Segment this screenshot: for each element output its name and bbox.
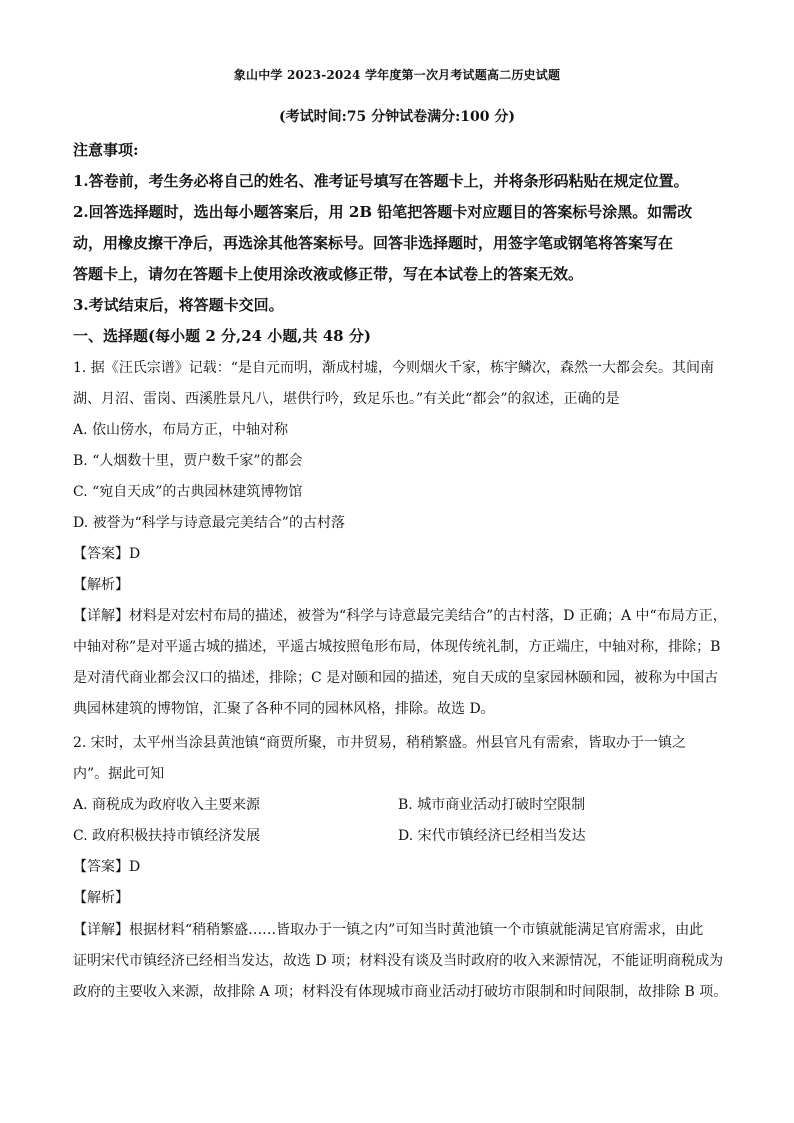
q1-option-d: D. 被誉为“科学与诗意最完美结合”的古村落 — [73, 515, 345, 531]
section-heading: 一、选择题(每小题 2 分,24 小题,共 48 分) — [73, 327, 371, 345]
page-title: 象山中学 2023-2024 学年度第一次月考试题高二历史试题 — [233, 68, 561, 82]
exam-duration-subtitle: (考试时间:75 分钟试卷满分:100 分) — [278, 109, 516, 125]
q2-stem-line-2: 内”。据此可知 — [73, 766, 165, 782]
q1-analysis-label: 【解析】 — [73, 577, 129, 593]
notice-line-2: 2.回答选择题时，选出每小题答案后，用 2B 铅笔把答题卡对应题目的答案标号涂黑。如需改 — [73, 203, 693, 221]
q1-detail-line-3: 是对清代商业都会汉口的描述，排除；C 是对颐和园的描述，宛自天成的皇家园林颐和园，被称为中国古 — [73, 670, 719, 686]
q2-answer: 【答案】D — [73, 859, 141, 875]
notice-line-5: 3.考试结束后，将答题卡交回。 — [73, 296, 284, 314]
q2-analysis-label: 【解析】 — [73, 890, 129, 906]
notice-line-3: 动，用橡皮擦干净后，再选涂其他答案标号。回答非选择题时，用签字笔或钢笔将答案写在 — [73, 234, 674, 252]
q2-option-d: D. 宋代市镇经济已经相当发达 — [398, 828, 586, 844]
q1-answer: 【答案】D — [73, 546, 141, 562]
notice-line-1: 1.答卷前，考生务必将自己的姓名、准考证号填写在答题卡上，并将条形码粘贴在规定位置。 — [73, 172, 689, 190]
q2-detail-line-1: 【详解】根据材料“稍稍繁盛……皆取办于一镇之内”可知当时黄池镇一个市镇就能满足官府需求，由此 — [73, 922, 704, 938]
q1-stem-line-1: 1. 据《汪氏宗谱》记载：“是自元而明，渐成村墟，今则烟火千家，栋宇鳞次，森然一大都会矣。其间南 — [73, 360, 714, 376]
q2-detail-line-2: 证明宋代市镇经济已经相当发达，故选 D 项；材料没有谈及当时政府的收入来源情况，不能证明商税成为 — [73, 953, 724, 969]
q1-option-a: A. 依山傍水，布局方正，中轴对称 — [73, 422, 289, 438]
q1-detail-line-4: 典园林建筑的博物馆，汇聚了各种不同的园林风格，排除。故选 D。 — [73, 701, 495, 717]
q1-detail-line-2: 中轴对称”是对平遥古城的描述，平遥古城按照龟形布局，体现传统礼制，方正端庄，中轴对称，排除；B — [73, 639, 721, 655]
q2-option-b: B. 城市商业活动打破时空限制 — [398, 797, 586, 813]
q2-option-a: A. 商税成为政府收入主要来源 — [73, 797, 261, 813]
q2-detail-line-3: 政府的主要收入来源，故排除 A 项；材料没有体现城市商业活动打破坊市限制和时间限制，故排除 B 项。 — [73, 984, 728, 1000]
q2-option-c: C. 政府积极扶持市镇经济发展 — [73, 828, 261, 844]
notice-heading: 注意事项: — [73, 141, 139, 159]
q1-detail-line-1: 【详解】材料是对宏村布局的描述，被誉为“科学与诗意最完美结合”的古村落，D 正确；A 中“布局方正， — [73, 608, 727, 624]
q1-option-c: C. “宛自天成”的古典园林建筑博物馆 — [73, 484, 303, 500]
q1-stem-line-2: 湖、月沼、雷岗、西溪胜景凡八，堪供行吟，致足乐也。”有关此“都会”的叙述，正确的是 — [73, 391, 620, 407]
q1-option-b: B. “人烟数十里，贾户数千家”的都会 — [73, 453, 303, 469]
q2-stem-line-1: 2. 宋时，太平州当涂县黄池镇“商贾所聚，市井贸易，稍稍繁盛。州县官凡有需索，皆取办于一镇之 — [73, 735, 686, 751]
notice-line-4: 答题卡上，请勿在答题卡上使用涂改液或修正带，写在本试卷上的答案无效。 — [73, 265, 584, 283]
